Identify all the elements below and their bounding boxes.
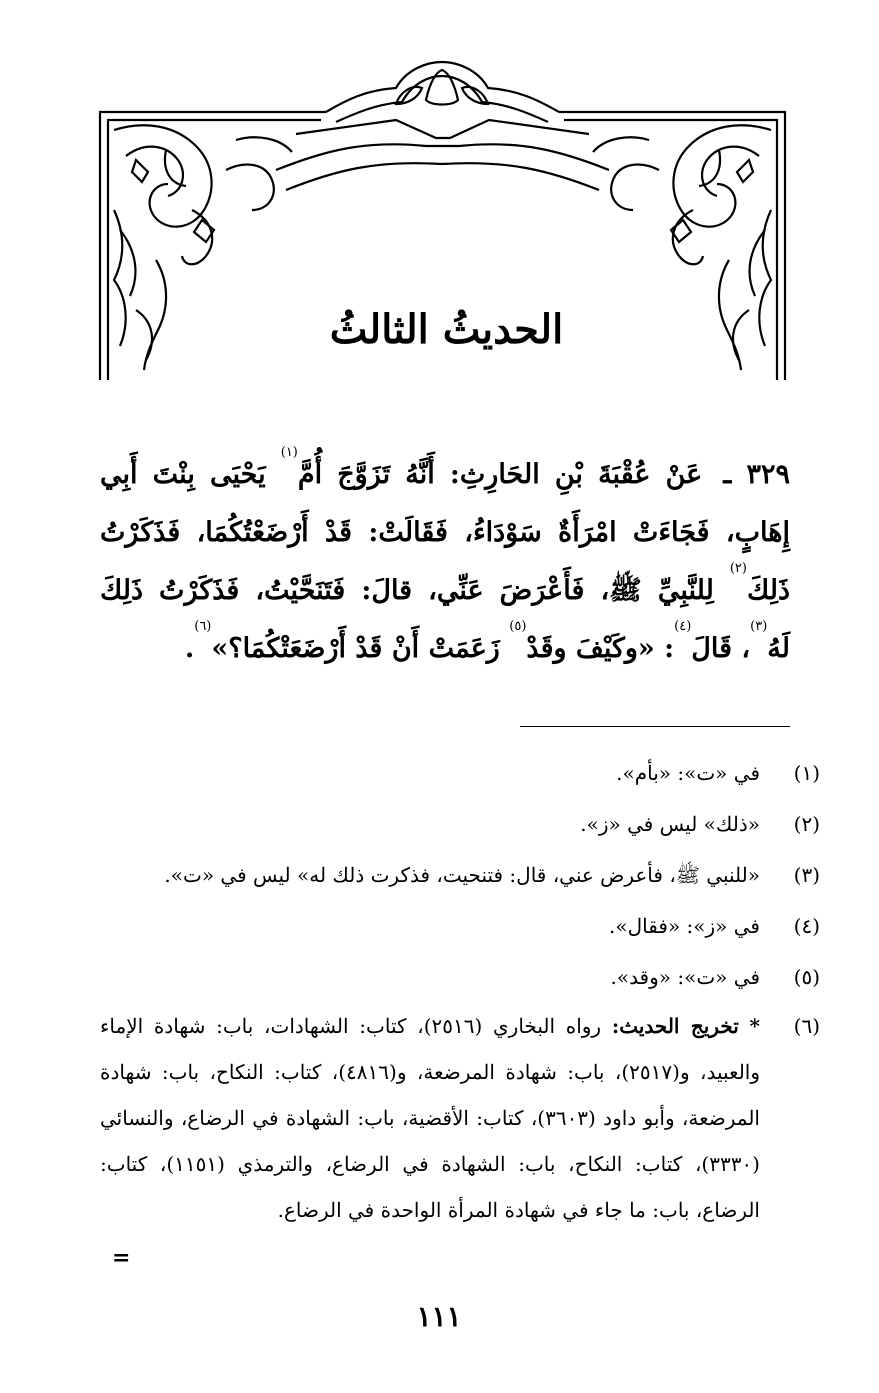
- page-number: ١١١: [416, 1300, 462, 1333]
- hadith-text: [100, 446, 790, 678]
- footnote: [100, 748, 820, 799]
- footnote-text: في «ت»: «وقد».: [610, 965, 760, 989]
- footnote-takhrij: [100, 1003, 820, 1233]
- takhrij-label: تخريج الحديث:: [611, 1014, 739, 1038]
- footnote: [100, 799, 820, 850]
- hadith-number: ٣٢٩ ـ: [723, 459, 790, 490]
- footnote-text: في «ت»: «بأم».: [616, 761, 760, 785]
- footnote-text: في «ز»: «فقال».: [609, 914, 760, 938]
- footnote-number: (١): [793, 761, 820, 785]
- footnote-ref: (٥): [509, 619, 527, 634]
- takhrij-text: رواه البخاري (٢٥١٦)، كتاب: الشهادات، باب: شهادة الإماء والعبيد، و(٢٥١٧)، باب: شهادة المرضعة، و(٤٨١٦)، كتاب: النكاح، باب: شهادة المرضعة، وأبو داود (٣٦٠٣)، كتاب: الأقضية، باب: الشهادة في الرضاع، والنسائي (٣٣٣٠)، كتاب: النكاح، باب: الشهادة في الرضاع، والترمذي (١١٥١)، كتاب: الرضاع، باب: ما جاء في شهادة المرأة الواحدة في الرضاع.: [100, 1014, 761, 1222]
- continuation-mark: =: [112, 1245, 131, 1271]
- hadith-segment: : «وكَيْفَ وقَدْ: [526, 633, 675, 664]
- hadith-segment: زَعَمَتْ أَنْ قَدْ أَرْضَعَتْكُمَا؟»: [211, 633, 510, 664]
- hadith-segment: لِلنَّبِيِّ ﷺ، فَأَعْرَضَ عَنِّي، قالَ: فَتَنَحَّيْتُ، فَذَكَرْتُ ذَلِكَ لَهُ: [100, 575, 790, 664]
- footnote-text: «ذلك» ليس في «ز».: [580, 812, 760, 836]
- footnote-ref: (٢): [729, 561, 747, 576]
- footnote-ref: (١): [280, 445, 298, 460]
- footnote: [100, 850, 820, 901]
- footnote: [100, 952, 820, 1003]
- hadith-segment: .: [184, 633, 195, 664]
- footnote-number: (٥): [793, 965, 820, 989]
- hadith-segment: ، قَالَ: [691, 633, 751, 664]
- asterisk-icon: *: [749, 1014, 760, 1038]
- footnote-ref: (٦): [194, 619, 212, 634]
- footnote-number: (٤): [793, 914, 820, 938]
- footnote: [100, 901, 820, 952]
- footnote-ref: (٤): [674, 619, 692, 634]
- footnote-number: (٦): [793, 1014, 820, 1038]
- footnote-divider: [520, 726, 790, 727]
- footnotes: [100, 748, 820, 1233]
- section-heading: الحديثُ الثالثُ: [329, 306, 564, 353]
- footnote-number: (٣): [793, 863, 820, 887]
- footnote-text: «للنبي ﷺ، فأعرض عني، قال: فتنحيت، فذكرت ذلك له» ليس في «ت».: [164, 863, 760, 887]
- footnote-ref: (٣): [750, 619, 768, 634]
- hadith-segment: يَحْيَى بِنْتَ أَبِي إِهَابٍ، فَجَاءَتْ امْرَأَةٌ سَوْدَاءُ، فَقَالَتْ: قَدْ أَرْضَعْتُكُمَا، فَذَكَرْتُ ذَلِكَ: [100, 459, 790, 606]
- footnote-number: (٢): [793, 812, 820, 836]
- hadith-segment: عَنْ عُقْبَةَ بْنِ الحَارِثِ: أَنَّهُ تَزَوَّجَ أُمَّ: [297, 459, 718, 490]
